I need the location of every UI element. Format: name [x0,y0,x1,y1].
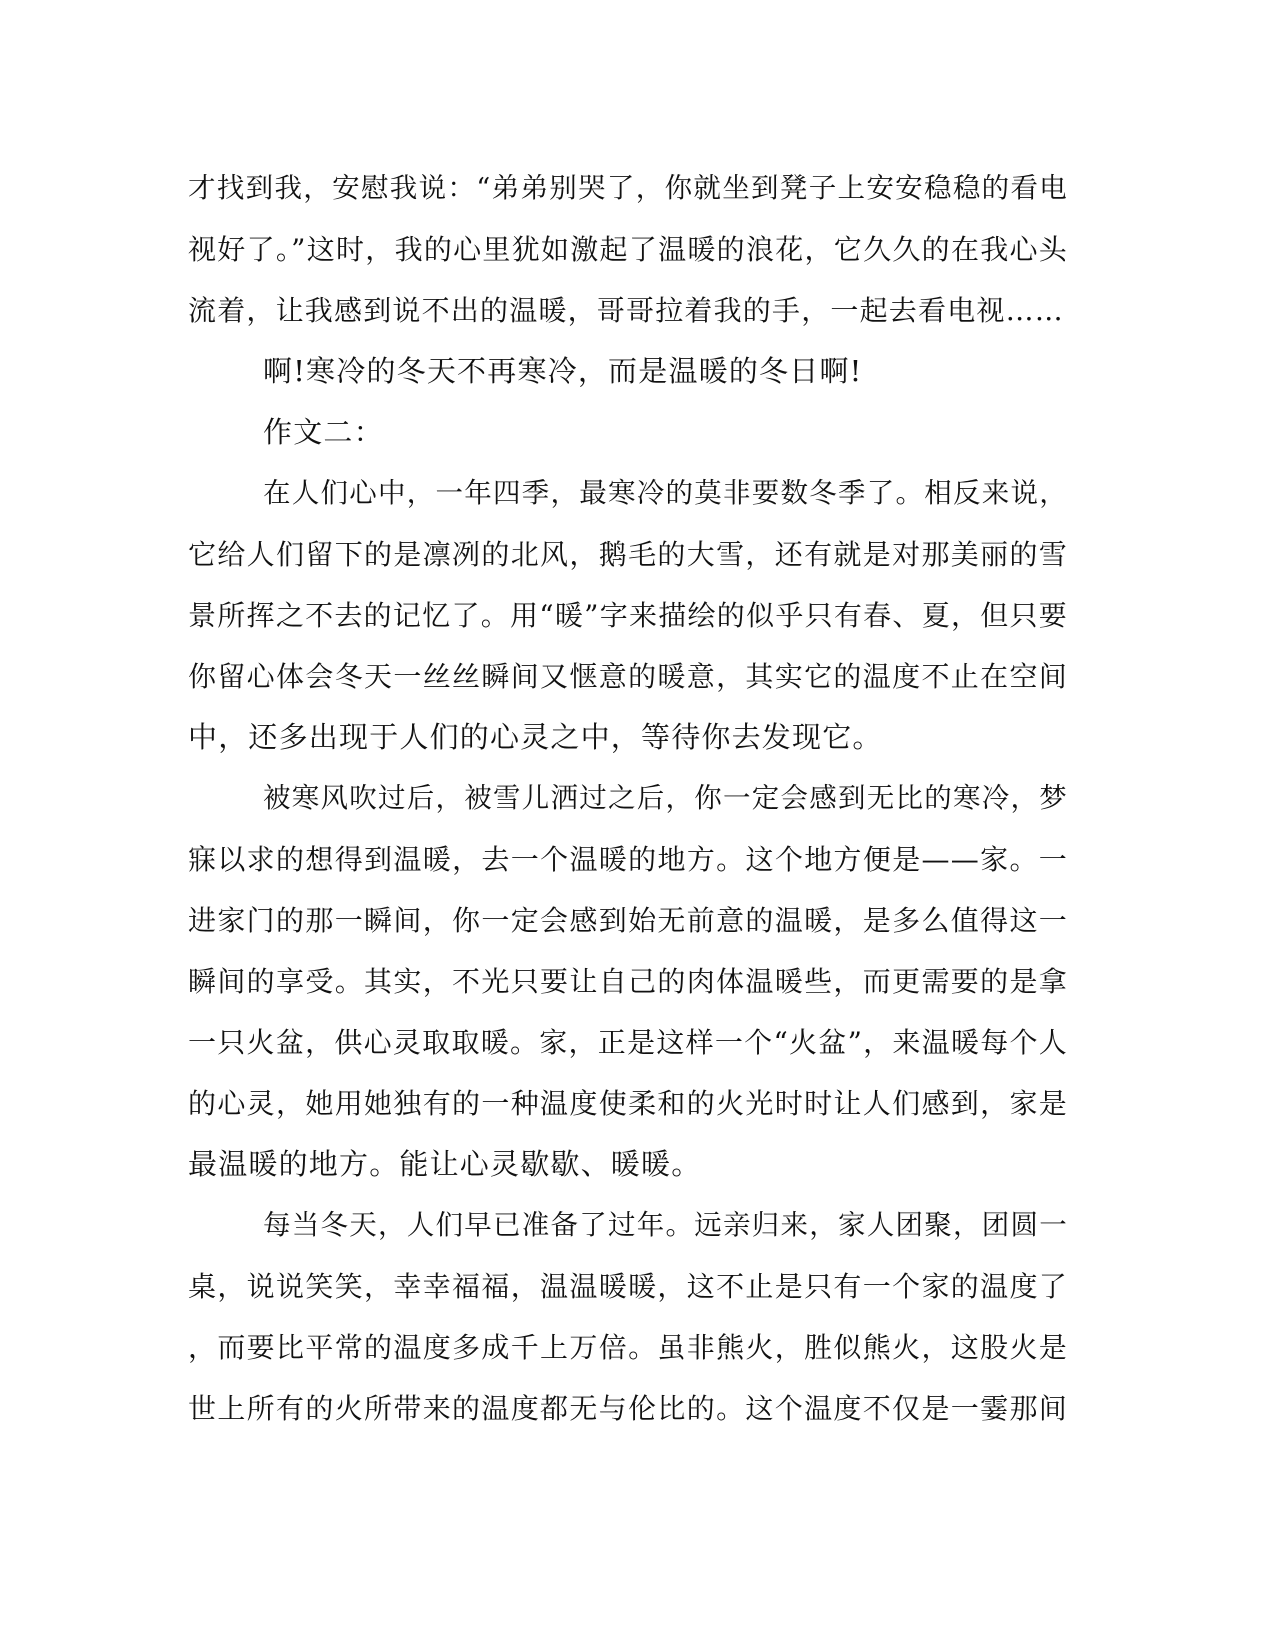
text-line: 才找到我，安慰我说：“弟弟别哭了，你就坐到凳子上安安稳稳的看电 [188,172,1068,204]
text-line: 桌，说说笑笑，幸幸福福，温温暖暖，这不止是只有一个家的温度了 [188,1270,1068,1303]
text-line: 景所挥之不去的记忆了。用“暖”字来描绘的似乎只有春、夏，但只要 [188,599,1068,632]
text-line: 瞬间的享受。其实，不光只要让自己的肉体温暖些，而更需要的是拿 [188,965,1068,998]
text-line: 视好了。”这时，我的心里犹如激起了温暖的浪花，它久久的在我心头 [188,233,1068,266]
text-line: 流着，让我感到说不出的温暖，哥哥拉着我的手，一起去看电视…… [188,294,1065,327]
text-line: 在人们心中，一年四季，最寒冷的莫非要数冬季了。相反来说， [263,477,1068,509]
text-line: 它给人们留下的是凛冽的北风，鹅毛的大雪，还有就是对那美丽的雪 [188,538,1068,571]
section-heading: 作文二： [263,415,384,449]
text-line: 寐以求的想得到温暖，去一个温暖的地方。这个地方便是——家。一 [188,843,1068,876]
text-line: 世上所有的火所带来的温度都无与伦比的。这个温度不仅是一霎那间 [188,1392,1068,1425]
text-line: 中，还多出现于人们的心灵之中，等待你去发现它。 [188,720,883,754]
text-line: 你留心体会冬天一丝丝瞬间又惬意的暖意，其实它的温度不止在空间 [188,660,1068,693]
text-line: 啊!寒冷的冬天不再寒冷，而是温暖的冬日啊! [263,354,863,388]
text-line: 最温暖的地方。能让心灵歇歇、暖暖。 [188,1147,702,1181]
text-line: 被寒风吹过后，被雪儿洒过之后，你一定会感到无比的寒冷，梦 [263,782,1068,814]
text-line: 每当冬天，人们早已准备了过年。远亲归来，家人团聚，团圆一 [263,1209,1068,1241]
body-text [188,158,1068,1439]
text-line: 进家门的那一瞬间，你一定会感到始无前意的温暖，是多么值得这一 [188,904,1068,937]
text-line: ，而要比平常的温度多成千上万倍。虽非熊火，胜似熊火，这股火是 [188,1331,1068,1364]
text-line: 的心灵，她用她独有的一种温度使柔和的火光时时让人们感到，家是 [188,1087,1068,1120]
text-line: 一只火盆，供心灵取取暖。家，正是这样一个“火盆”，来温暖每个人 [188,1026,1068,1059]
